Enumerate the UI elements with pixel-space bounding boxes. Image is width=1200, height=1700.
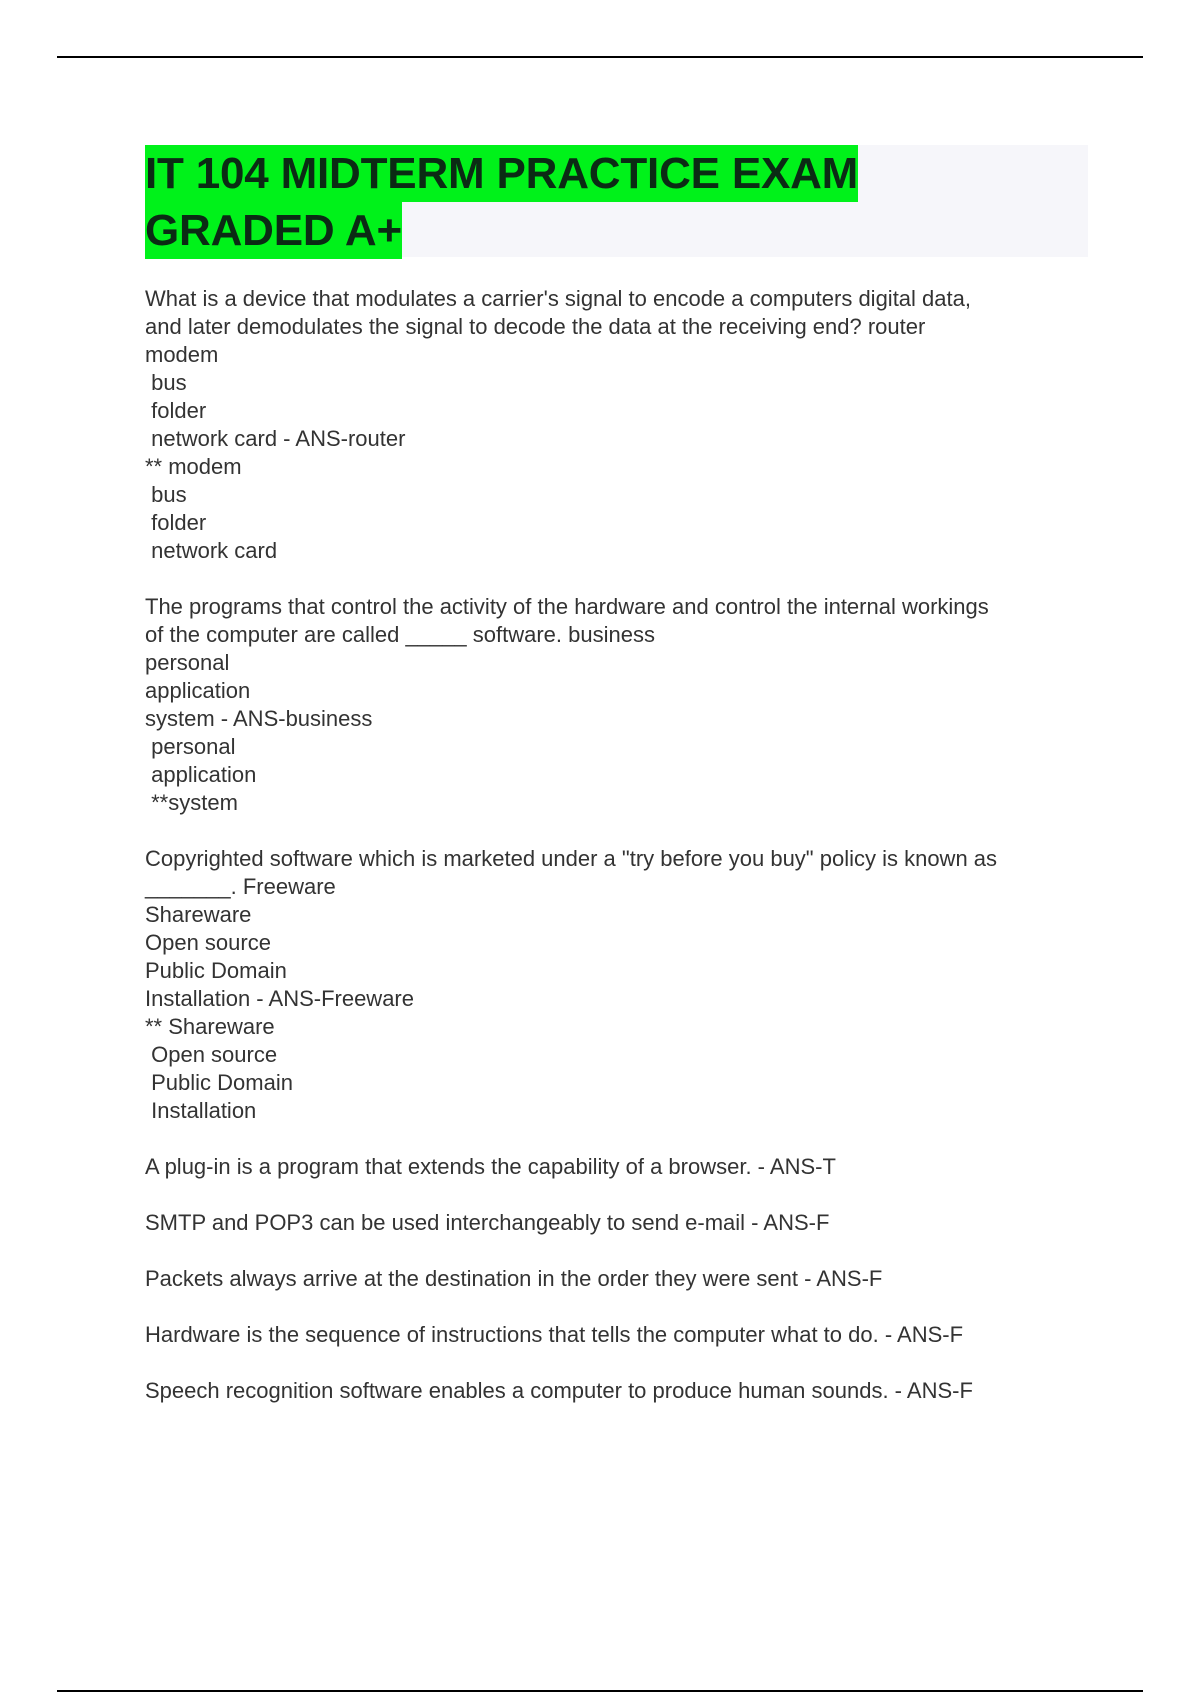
title-line-1: IT 104 MIDTERM PRACTICE EXAM [145, 145, 858, 202]
top-rule [57, 56, 1143, 58]
question-block-7: Hardware is the sequence of instructions that tells the computer what to do. - ANS-F [145, 1322, 964, 1347]
title-box [145, 145, 1088, 257]
question-block-6: Packets always arrive at the destination in the order they were sent - ANS-F [145, 1266, 883, 1291]
bottom-rule [57, 1690, 1143, 1692]
question-block-5: SMTP and POP3 can be used interchangeably to send e-mail - ANS-F [145, 1210, 830, 1235]
question-block-8: Speech recognition software enables a computer to produce human sounds. - ANS-F [145, 1378, 973, 1403]
question-block-4: A plug-in is a program that extends the capability of a browser. - ANS-T [145, 1154, 836, 1179]
document-body [145, 285, 1105, 1433]
title-line-2: GRADED A+ [145, 202, 402, 259]
question-block-3: Copyrighted software which is marketed under a "try before you buy" policy is known as _______. Freeware Shareware Open source Public Domain Installation - ANS-Freeware ** Shareware Open source Public Domain Installation [145, 846, 998, 1123]
question-block-2: The programs that control the activity of the hardware and control the internal workings of the computer are called _____ software. business personal application system - ANS-business personal application **system [145, 594, 989, 815]
document-title [145, 145, 1088, 259]
question-block-1: What is a device that modulates a carrier's signal to encode a computers digital data, and later demodulates the signal to decode the data at the receiving end? router modem bus folder network card - ANS-router ** modem bus folder network card [145, 286, 971, 563]
